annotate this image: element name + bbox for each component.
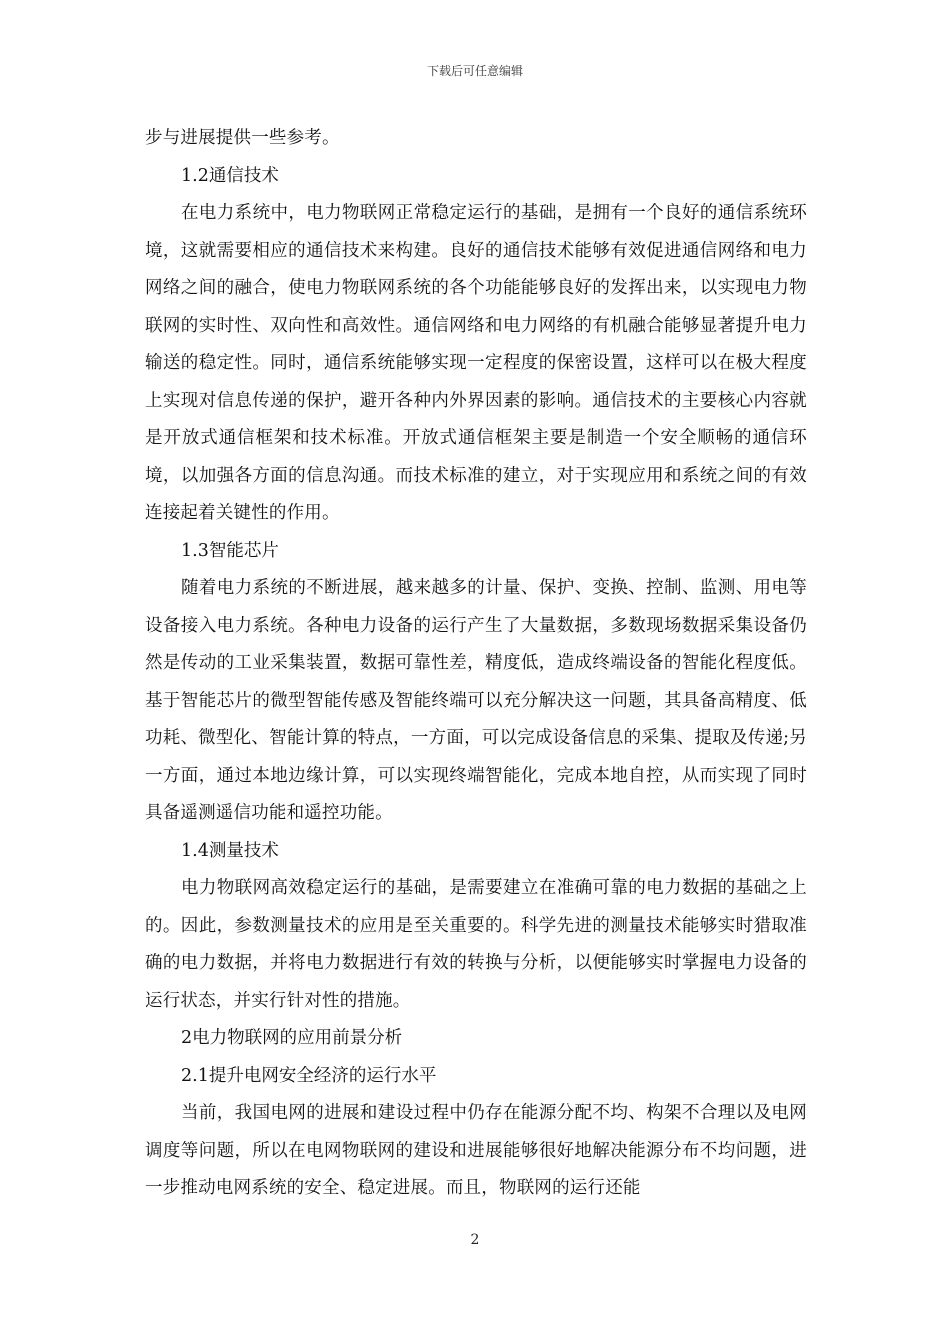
section-heading-2: 2电力物联网的应用前景分析 — [181, 1028, 403, 1048]
section-heading-2-1: 2.1提升电网安全经济的运行水平 — [181, 1065, 437, 1086]
paragraph-communication-tech: 在电力系统中，电力物联网正常稳定运行的基础，是拥有一个良好的通信系统环境，这就需要相应的通信技术来构建。良好的通信技术能够有效促进通信网络和电力网络之间的融合，使电力物联网系统的各个功能能够良好的发挥出来，以实现电力物联网的实时性、双向性和高效性。通信网络和电力网络的有机融合能够显著提升电力输送的稳定性。同时，通信系统能够实现一定程度的保密设置，这样可以在极大程度上实现对信息传递的保护，避开各种内外界因素的影响。通信技术的主要核心内容就是开放式通信框架和技术标准。开放式通信框架主要是制造一个安全顺畅的通信环境，以加强各方面的信息沟通。而技术标准的建立，对于实现应用和系统之间的有效连接起着关键性的作用。 — [145, 203, 807, 523]
section-heading-1-4: 1.4测量技术 — [181, 840, 279, 861]
section-heading-1-2: 1.2通信技术 — [181, 165, 279, 186]
document-body — [145, 120, 807, 1208]
page-number: 2 — [470, 1232, 480, 1248]
paragraph-continuation: 步与进展提供一些参考。 — [145, 128, 340, 148]
section-heading-1-3: 1.3智能芯片 — [181, 540, 279, 561]
page-header: 下载后可任意编辑 — [426, 64, 523, 78]
paragraph-grid-safety: 当前，我国电网的进展和建设过程中仍存在能源分配不均、构架不合理以及电网调度等问题，所以在电网物联网的建设和进展能够很好地解决能源分布不均问题，进一步推动电网系统的安全、稳定进展。而且，物联网的运行还能 — [145, 1103, 807, 1198]
paragraph-measurement-tech: 电力物联网高效稳定运行的基础，是需要建立在准确可靠的电力数据的基础之上的。因此，参数测量技术的应用是至关重要的。科学先进的测量技术能够实时猎取准确的电力数据，并将电力数据进行有效的转换与分析，以便能够实时掌握电力设备的运行状态，并实行针对性的措施。 — [145, 878, 807, 1011]
paragraph-smart-chip: 随着电力系统的不断进展，越来越多的计量、保护、变换、控制、监测、用电等设备接入电力系统。各种电力设备的运行产生了大量数据，多数现场数据采集设备仍然是传动的工业采集装置，数据可靠性差，精度低，造成终端设备的智能化程度低。基于智能芯片的微型智能传感及智能终端可以充分解决这一问题，其具备高精度、低功耗、微型化、智能计算的特点，一方面，可以完成设备信息的采集、提取及传递;另一方面，通过本地边缘计算，可以实现终端智能化，完成本地自控，从而实现了同时具备遥测遥信功能和遥控功能。 — [145, 578, 807, 823]
